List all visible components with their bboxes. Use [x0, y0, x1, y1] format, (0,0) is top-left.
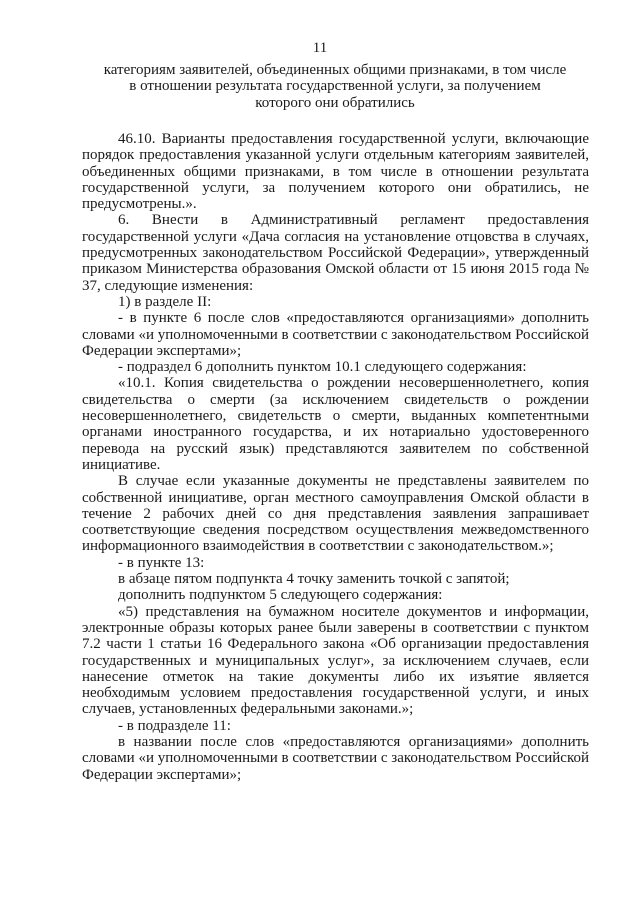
paragraph-point-6: - в пункте 6 после слов «предоставляются организациями» дополнить словами «и уполномоченными в соответствии с законодательством Российской Федерации экспертами»;: [82, 310, 589, 359]
paragraph-subsection-6: - подраздел 6 дополнить пунктом 10.1 следующего содержания:: [118, 359, 527, 376]
page-number: 11: [312, 40, 328, 56]
paragraph-subsection-11: - в подразделе 11:: [118, 717, 231, 734]
paragraph-46-10: 46.10. Варианты предоставления государственной услуги, включающие порядок предоставления указанной услуги отдельным категориям заявителей, объединенных общими признаками, в том числе в отношении результата государственной услуги, за получением которого они обратились, не предусмотрены.».: [82, 131, 589, 213]
paragraph-section-ii: 1) в разделе II:: [118, 293, 212, 310]
paragraph-point-13: - в пункте 13:: [118, 554, 205, 571]
section-heading: категориям заявителей, объединенных общими признаками, в том числе в отношении результата государственной услуги, за получением которого они обратились: [103, 62, 567, 111]
paragraph-10-1: «10.1. Копия свидетельства о рождении несовершеннолетнего, копия свидетельства о смерти (за исключением свидетельств о рождении несовершеннолетнего, свидетельств о смерти, выданных компетентными органами иностранного государства, и их нотариально удостоверенного перевода на русский язык) представляются заявителем по собственной инициативе.: [82, 375, 589, 473]
paragraph-subpoint-5-text: «5) представления на бумажном носителе документов и информации, электронные образы которых ранее были заверены в соответствии с пунктом 7.2 части 1 статьи 16 Федерального закона «Об организации предоставления государственных и муниципальных услуг», за исключением случаев, если нанесение отметок на такие документы либо их изъятие является необходимым условием предоставления государственной услуги, и иных случаев, установленных федеральными законами.»;: [82, 603, 589, 718]
paragraph-documents-not-provided: В случае если указанные документы не представлены заявителем по собственной инициативе, орган местного самоуправления Омской области в течение 2 рабочих дней со дня представления заявления запрашивает соответствующие сведения посредством осуществления межведомственного информационного взаимодействия в соответствии с законодательством.»;: [82, 473, 589, 555]
paragraph-subpoint-4: в абзаце пятом подпункта 4 точку заменить точкой с запятой;: [118, 571, 510, 588]
paragraph-add-subpoint-5: дополнить подпунктом 5 следующего содержания:: [118, 587, 443, 604]
paragraph-title-change: в названии после слов «предоставляются организациями» дополнить словами «и уполномоченными в соответствии с законодательством Российской Федерации экспертами»;: [82, 733, 589, 783]
paragraph-6-amendment: 6. Внести в Административный регламент предоставления государственной услуги «Дача согласия на установление отцовства в случаях, предусмотренных законодательством Российской Федерации», утвержденный приказом Министерства образования Омской области от 15 июня 2015 года № 37, следующие изменения:: [82, 212, 589, 294]
document-body: [82, 131, 589, 783]
